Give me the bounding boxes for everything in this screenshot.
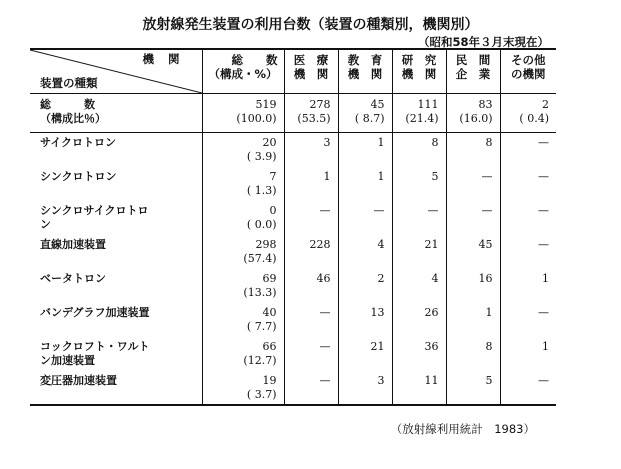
table-row <box>30 337 556 371</box>
device-name: ベータトロン <box>40 272 106 285</box>
table-row <box>30 269 556 303</box>
device-name: サイクロトロン <box>40 136 117 149</box>
education-cell: 45 ( 8.7) <box>338 94 392 133</box>
total-cell: 20 ( 3.9) <box>202 133 284 168</box>
medical-cell: — <box>284 337 338 371</box>
medical-cell: 3 <box>284 133 338 168</box>
other-cell: — <box>500 201 556 235</box>
research-cell: 36 <box>392 337 446 371</box>
private-cell: 8 <box>446 337 500 371</box>
medical-cell: — <box>284 371 338 405</box>
table-row <box>30 167 556 201</box>
table-title: 放射線発生装置の利用台数（装置の種類別，機関別） <box>142 17 479 33</box>
education-cell: 4 <box>338 235 392 269</box>
total-row <box>30 94 556 133</box>
research-cell: 4 <box>392 269 446 303</box>
header-other: その他 の機関 <box>500 49 556 94</box>
device-name: 直線加速装置 <box>40 238 106 251</box>
education-cell: 3 <box>338 371 392 405</box>
header-row <box>30 49 556 94</box>
private-cell: — <box>446 167 500 201</box>
total-cell: 19 ( 3.7) <box>202 371 284 405</box>
total-cell: 69 (13.3) <box>202 269 284 303</box>
education-cell: 13 <box>338 303 392 337</box>
education-cell: — <box>338 201 392 235</box>
medical-cell: 278 (53.5) <box>284 94 338 133</box>
total-cell: 40 ( 7.7) <box>202 303 284 337</box>
other-cell: — <box>500 235 556 269</box>
source-note: （放射線利用統計 1983） <box>390 422 535 436</box>
other-cell: — <box>500 371 556 405</box>
device-name: バンデグラフ加速装置 <box>40 306 150 319</box>
device-name: シンクロトロン <box>40 170 117 183</box>
research-cell: 8 <box>392 133 446 168</box>
header-medical: 医 療 機 関 <box>284 49 338 94</box>
other-cell: — <box>500 167 556 201</box>
private-cell: 45 <box>446 235 500 269</box>
education-cell: 1 <box>338 167 392 201</box>
other-cell: — <box>500 133 556 168</box>
research-cell: 11 <box>392 371 446 405</box>
table-row <box>30 201 556 235</box>
private-cell: — <box>446 201 500 235</box>
header-corner-cell <box>30 49 202 94</box>
research-cell: 5 <box>392 167 446 201</box>
table-row <box>30 235 556 269</box>
medical-cell: — <box>284 303 338 337</box>
header-private: 民 間 企 業 <box>446 49 500 94</box>
total-cell: 298 (57.4) <box>202 235 284 269</box>
header-kind-label: 装置の種類 <box>40 76 98 90</box>
education-cell: 1 <box>338 133 392 168</box>
header-total: 総 数 （構成・%） <box>202 49 284 94</box>
table-row <box>30 303 556 337</box>
other-cell: 1 <box>500 337 556 371</box>
header-education: 教 育 機 関 <box>338 49 392 94</box>
other-cell: — <box>500 303 556 337</box>
header-org-label: 機関 <box>142 52 194 66</box>
research-cell: 21 <box>392 235 446 269</box>
as-of-date: （昭和58年３月末現在） <box>417 35 549 49</box>
total-cell: 7 ( 1.3) <box>202 167 284 201</box>
other-cell: 1 <box>500 269 556 303</box>
total-row-name: 総 数 （構成比％） <box>30 94 202 133</box>
medical-cell: 1 <box>284 167 338 201</box>
statistics-table <box>30 48 556 406</box>
total-cell: 519 (100.0) <box>202 94 284 133</box>
education-cell: 2 <box>338 269 392 303</box>
medical-cell: — <box>284 201 338 235</box>
private-cell: 16 <box>446 269 500 303</box>
other-cell: 2 ( 0.4) <box>500 94 556 133</box>
education-cell: 21 <box>338 337 392 371</box>
private-cell: 5 <box>446 371 500 405</box>
private-cell: 1 <box>446 303 500 337</box>
research-cell: — <box>392 201 446 235</box>
private-cell: 8 <box>446 133 500 168</box>
table-row <box>30 371 556 405</box>
medical-cell: 46 <box>284 269 338 303</box>
header-research: 研 究 機 関 <box>392 49 446 94</box>
device-name: コックロフト・ワルト ン加速装置 <box>40 340 150 367</box>
research-cell: 26 <box>392 303 446 337</box>
total-cell: 0 ( 0.0) <box>202 201 284 235</box>
research-cell: 111 (21.4) <box>392 94 446 133</box>
device-name: 変圧器加速装置 <box>30 371 202 405</box>
medical-cell: 228 <box>284 235 338 269</box>
table-row <box>30 133 556 168</box>
device-name: シンクロサイクロトロ ン <box>40 204 149 231</box>
private-cell: 83 (16.0) <box>446 94 500 133</box>
total-cell: 66 (12.7) <box>202 337 284 371</box>
